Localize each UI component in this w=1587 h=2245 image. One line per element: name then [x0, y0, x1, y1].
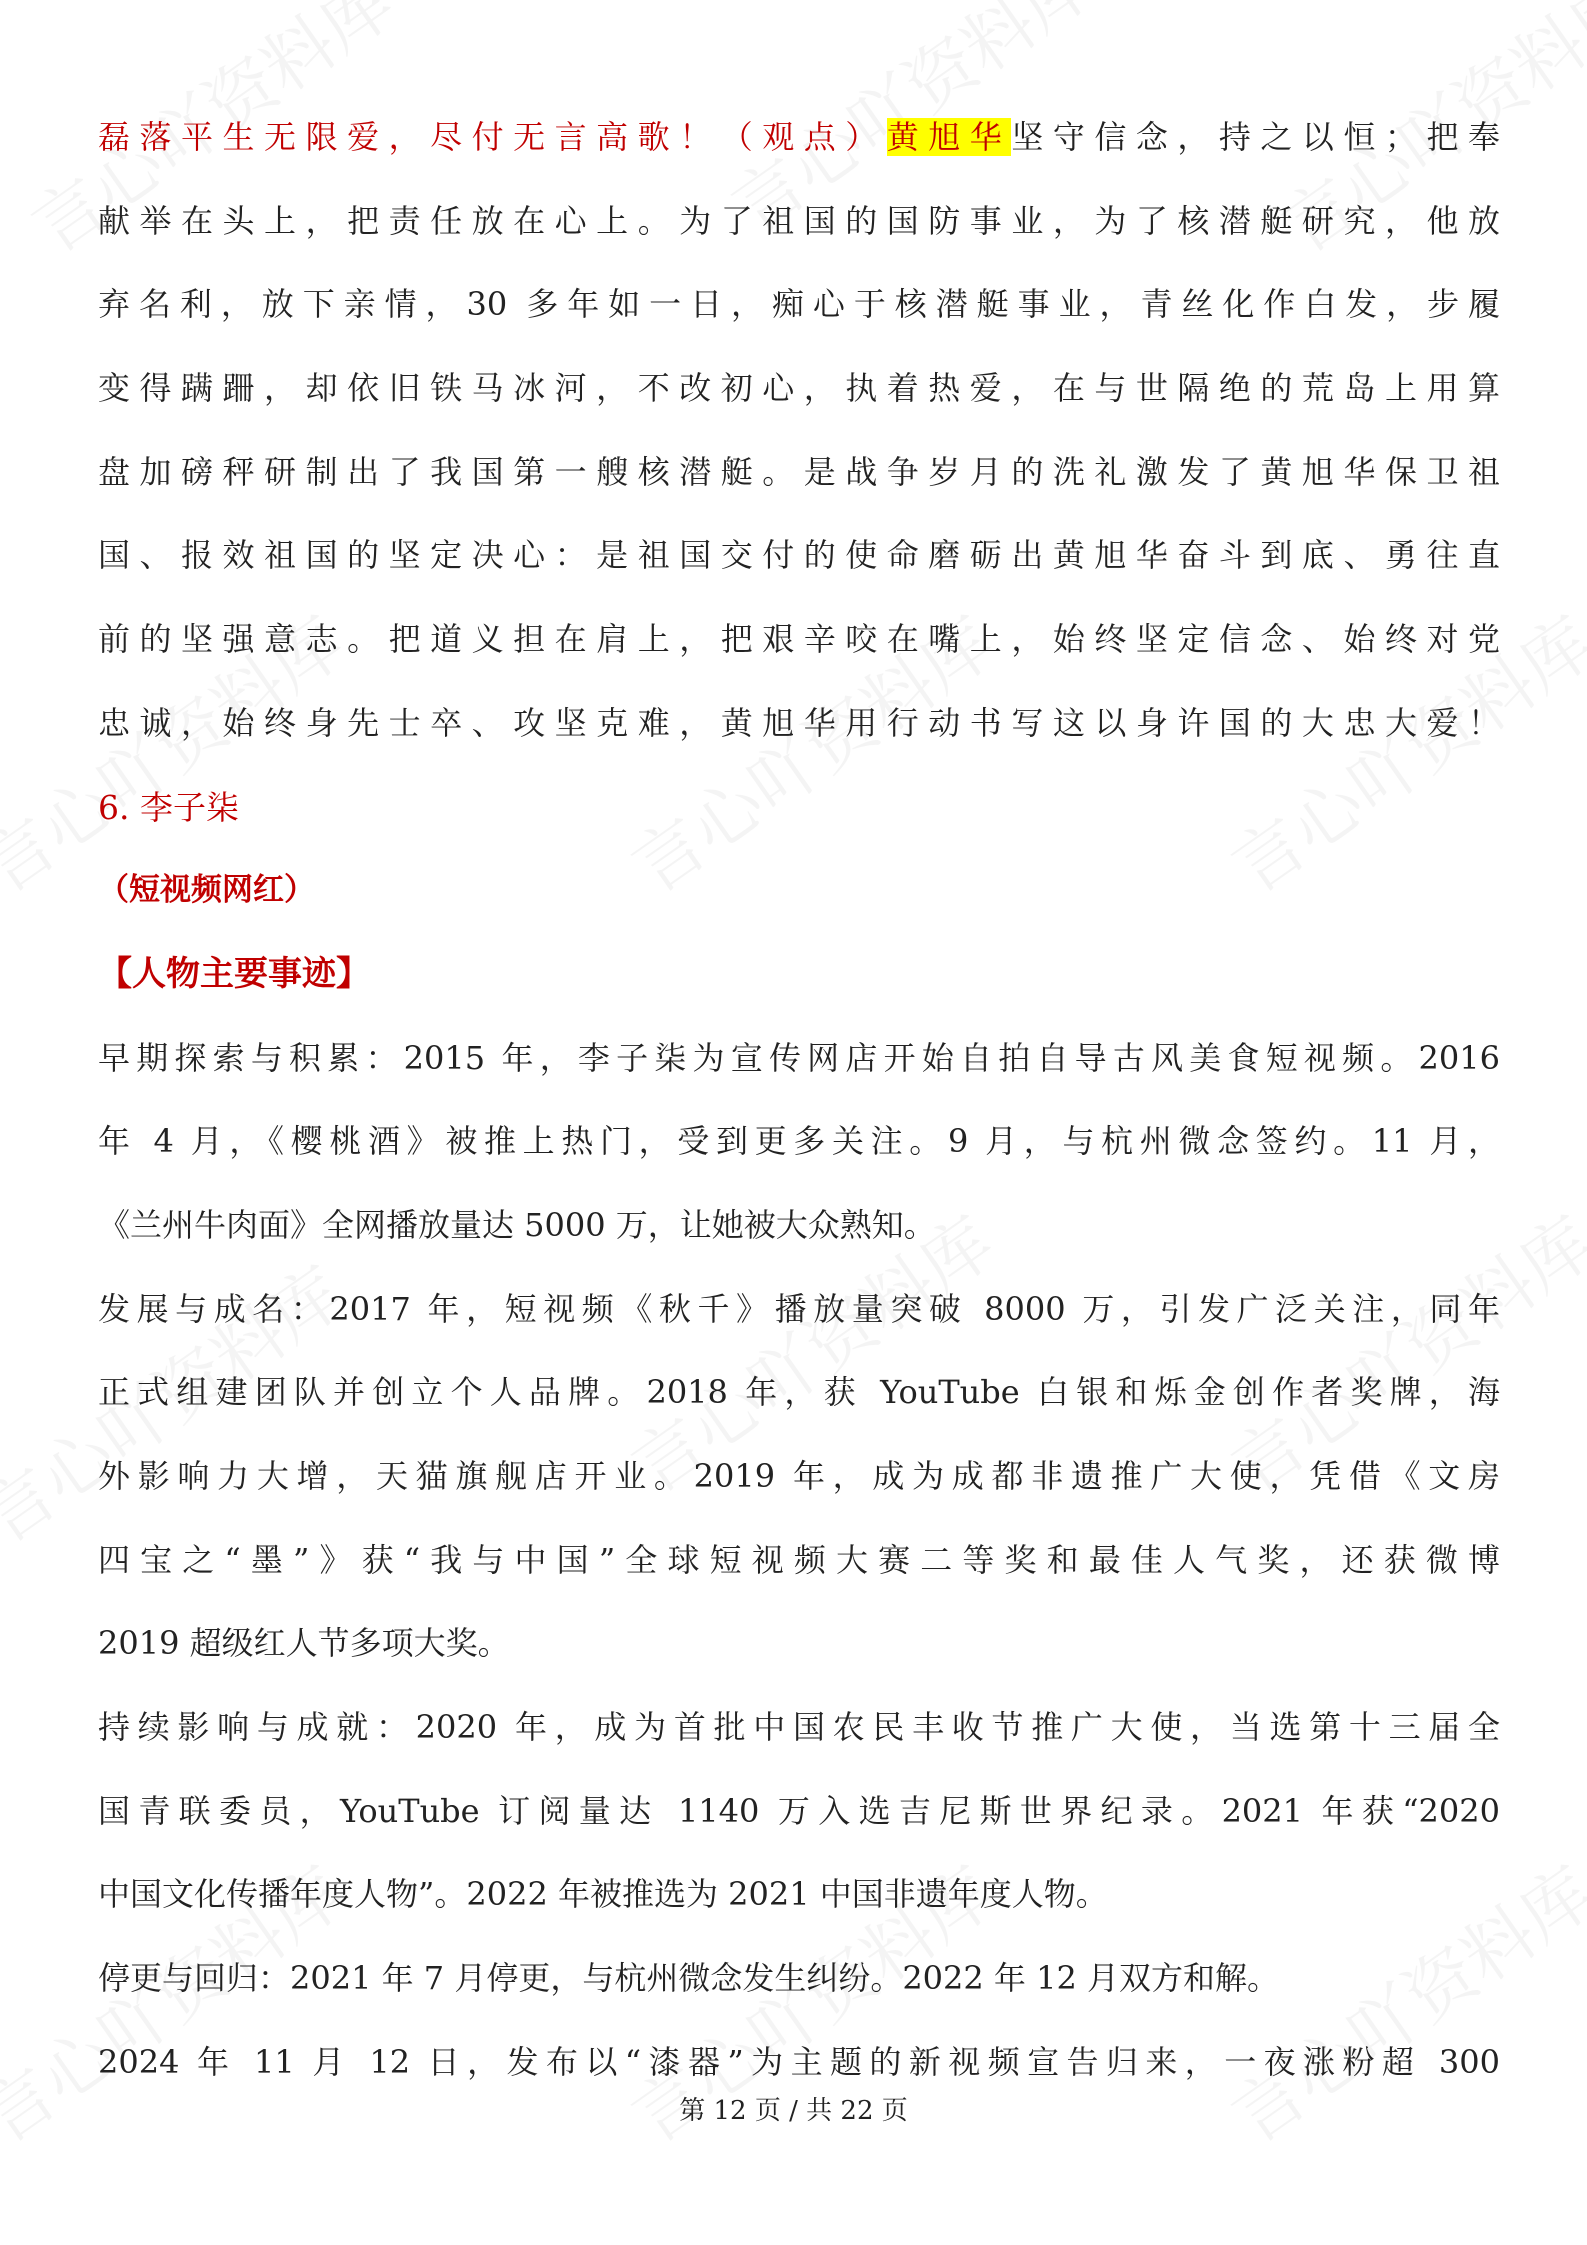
section-heading: 6. 李子柒 — [98, 787, 239, 827]
paragraph-line: 正式组建团队并创立个人品牌。2018 年，获 YouTube 白银和烁金创作者奖牌，海 — [98, 1373, 1500, 1412]
paragraph-line: 四宝之“墨”》获“我与中国”全球短视频大赛二等奖和最佳人气奖，还获微博 — [98, 1540, 1500, 1579]
paragraph-line: 早期探索与积累：2015 年，李子柒为宣传网店开始自拍自导古风美食短视频。2016 — [98, 1038, 1500, 1077]
highlighted-name: 黄旭华 — [886, 118, 1012, 156]
body-text: 坚守信念，持之以恒；把奉 — [1011, 118, 1500, 156]
paragraph-line — [98, 96, 1500, 180]
paragraph-line: 忠诚，始终身先士卒、攻坚克难，黄旭华用行动书写这以身许国的大忠大爱！ — [98, 703, 1500, 742]
paragraph-line: 外影响力大增，天猫旗舰店开业。2019 年，成为成都非遗推广大使，凭借《文房 — [98, 1457, 1500, 1495]
paragraph-line: 2019 超级红人节多项大奖。 — [98, 1624, 510, 1663]
paragraph-line: 变得蹒跚，却依旧铁马冰河，不改初心，执着热爱，在与世隔绝的荒岛上用算 — [98, 369, 1500, 408]
paragraph-line: 年 4 月，《樱桃酒》被推上热门，受到更多关注。9 月，与杭州微念签约。11 月， — [98, 1122, 1500, 1161]
paragraph-line: 持续影响与成就：2020 年，成为首批中国农民丰收节推广大使，当选第十三届全 — [98, 1708, 1500, 1747]
paragraph-line: 中国文化传播年度人物”。2022 年被推选为 2021 中国非遗年度人物。 — [98, 1875, 1108, 1914]
paragraph-line: 发展与成名：2017 年，短视频《秋千》播放量突破 8000 万，引发广泛关注，同年 — [98, 1289, 1500, 1328]
paragraph-line: 2024 年 11 月 12 日，发布以“漆器”为主题的新视频宣告归来，一夜涨粉超 300 — [98, 2042, 1500, 2081]
paragraph-line: 停更与回归：2021 年 7 月停更，与杭州微念发生纠纷。2022 年 12 月双方和解。 — [98, 1959, 1279, 1998]
paragraph-line: 国、报效祖国的坚定决心：是祖国交付的使命磨砺出黄旭华奋斗到底、勇往直 — [98, 536, 1500, 575]
paragraph-line: 国青联委员，YouTube 订阅量达 1140 万入选吉尼斯世界纪录。2021 年获“2020 — [98, 1791, 1500, 1830]
quote-text: 磊落平生无限爱，尽付无言高歌！（观点） — [98, 118, 887, 156]
document-body — [98, 96, 1500, 2105]
subsection-heading: 【人物主要事迹】 — [98, 953, 370, 994]
paragraph-line: 献举在头上，把责任放在心上。为了祖国的国防事业，为了核潜艇研究，他放 — [98, 201, 1500, 240]
person-subtitle: （短视频网红） — [98, 872, 315, 909]
paragraph-line: 盘加磅秤研制出了我国第一艘核潜艇。是战争岁月的洗礼激发了黄旭华保卫祖 — [98, 452, 1500, 491]
page-footer: 第 12 页 / 共 22 页 — [679, 2096, 908, 2126]
paragraph-line: 《兰州牛肉面》全网播放量达 5000 万，让她被大众熟知。 — [98, 1205, 936, 1244]
paragraph-line: 前的坚强意志。把道义担在肩上，把艰辛咬在嘴上，始终坚定信念、始终对党 — [98, 620, 1500, 659]
paragraph-line: 弃名利，放下亲情，30 多年如一日，痴心于核潜艇事业，青丝化作白发，步履 — [98, 285, 1500, 324]
